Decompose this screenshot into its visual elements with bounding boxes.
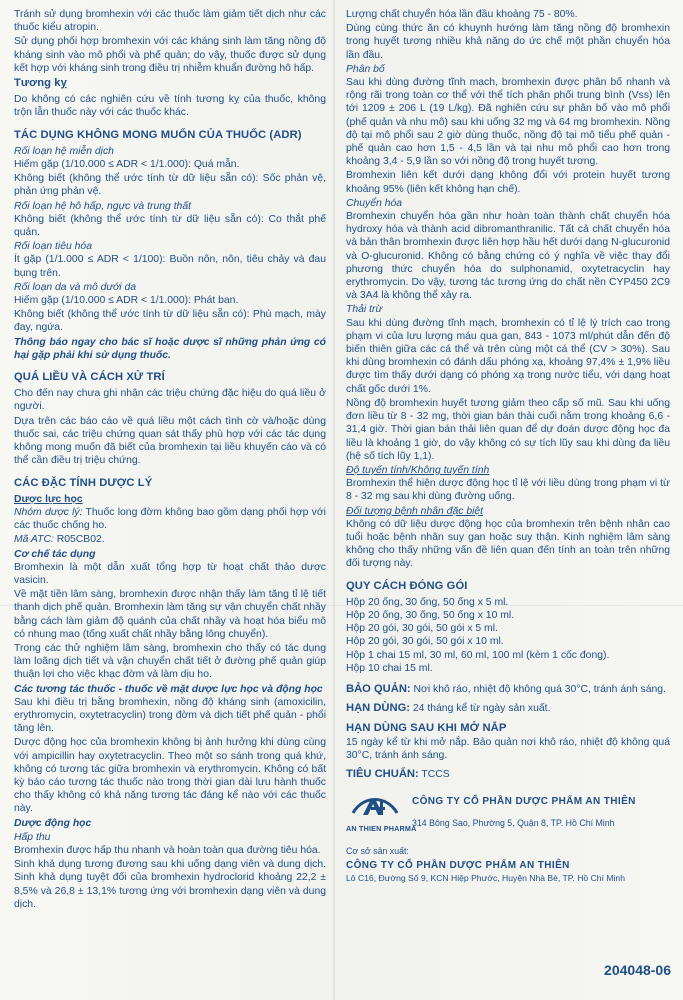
pack-item: Hộp 20 gói, 30 gói, 50 gói x 10 ml.: [346, 636, 504, 648]
metab-1: Bromhexin chuyển hóa gần như hoàn toàn thành chất chuyển hóa hydroxy hóa và thành acid dibromanthranilic. Tất cả chất chuyển hóa và bản thân bromhexin được liên hợp hầu hết dưới dạng N-glucuronid và O-glucuronid. Không có bằng chứng có ý nghĩa về việc thay đổi phương thức chuyển hóa do sulphonamid, oxytetracyclin hay erythromycin. Do vậy, tương tác tương ứng do chất nền CYP450 2C9 và 3A4 là không thể xảy ra.: [346, 211, 670, 302]
pd-group-text: Thuốc long đờm không bao gồm dạng phối hợp với các thuốc chống ho.: [14, 506, 326, 532]
left-column: [14, 8, 326, 912]
pack-list: [346, 596, 670, 675]
mech-2: Về mặt tiền lâm sàng, bromhexin được nhận thấy làm tăng tỉ lệ tiết thanh dịch phế quản. Bromhexin làm tăng sự vận chuyển chất nhầy bằng cách làm giảm độ quánh của chất nhầy và hoạt hóa biểu mô có nhung mao (tống xuất chất nhầy bằng lông chuyển).: [14, 589, 326, 640]
mech-1: Bromhexin là một dẫn xuất tổng hợp từ hoạt chất thảo dược vasicin.: [14, 561, 326, 586]
pack-item: Hộp 20 ống, 30 ống, 50 ống x 5 ml.: [346, 596, 509, 608]
pack-item: Hộp 20 ống, 30 ống, 50 ống x 10 ml.: [346, 609, 515, 621]
standard: [346, 768, 670, 781]
dist-1: Sau khi dùng đường tĩnh mạch, bromhexin được phân bố nhanh và rộng rãi trong toàn cơ thể với thể tích phân phối trung bình (Vss) lên tới 1209 ± 206 L (19 L/kg). Đã nghiên cứu sự phân bố vào mô phổi (phế quản và nhu mô) sau khi uống 32 mg và 64 mg bromhexin. Nồng độ tại mô phổi sau 2 giờ dùng thuốc, nồng độ tại mô tiểu phế quản - phế quản cao hơn 1,5 - 4,5 lần và tại nhu mô phổi cao hơn trong khoảng 3,4 - 5,9 lần so với nồng độ trong huyết tương.: [346, 77, 670, 168]
metab-title: Chuyển hóa: [346, 197, 403, 209]
absorb-cont: Lượng chất chuyển hóa lần đầu khoảng 75 - 80%.: [346, 9, 578, 20]
special-1: Không có dữ liệu dược động học của bromhexin trên bệnh nhân cao tuổi hoặc bệnh nhân suy gan hoặc suy thận. Kinh nghiệm lâm sàng không cho thấy những vấn đề liên quan đến tính an toàn trên những đối tượng này.: [346, 518, 670, 570]
mfg-address: Lô C16, Đường Số 9, KCN Hiệp Phước, Huyện Nhà Bè, TP. Hồ Chí Minh: [346, 872, 625, 883]
company-logo: [346, 791, 417, 835]
expiry: [346, 702, 670, 715]
pack-item: Hộp 20 gói, 30 gói, 50 gói x 5 ml.: [346, 623, 498, 635]
standard-text: TCCS: [418, 768, 450, 780]
an-thien-logo-icon: [349, 791, 401, 821]
absorb-1: Bromhexin được hấp thu nhanh và hoàn toàn qua đường tiêu hóa.: [14, 844, 321, 856]
after-open-title: HẠN DÙNG SAU KHI MỞ NẮP: [346, 722, 507, 735]
interact-2: Dược động học của bromhexin không bị ảnh hưởng khi dùng cùng với ampicillin hay oxytetracyclin. Theo một so sánh trong quá khứ, không có tương tác giữa bromhexin và erythromycin. Không có bất kỳ báo cáo tương tác thuốc nào trong thời gian dài lưu hành thuốc cho thấy không có khả năng tương tác đáng kể nào với các thuốc này.: [14, 737, 326, 815]
right-column: [346, 8, 670, 885]
adr-immune-2: Không biết (không thể ước tính từ dữ liệu sẵn có): Sốc phản vệ, phản ứng phản vệ.: [14, 173, 326, 198]
expiry-title: HẠN DÙNG:: [346, 702, 411, 715]
company-address: 314 Bông Sao, Phường 5, Quận 8, TP. Hồ Chí Minh: [412, 818, 615, 829]
adr-gi-1: Ít gặp (1/1.000 ≤ ADR < 1/100): Buồn nôn, nôn, tiêu chảy và đau bụng trên.: [14, 254, 326, 279]
pd-title: Dược lực học: [14, 493, 83, 505]
linear-1: Bromhexin thể hiện dược động học tỉ lệ với liều dùng trong phạm vi từ 8 - 32 mg sau khi dùng đường uống.: [346, 478, 670, 503]
adr-skin-title: Rối loạn da và mô dưới da: [14, 281, 137, 293]
pack-item: Hộp 10 chai 15 ml.: [346, 662, 433, 674]
fold-crease-vertical: [333, 0, 335, 1000]
absorb-title: Hấp thu: [14, 831, 51, 843]
document-code: 204048-06: [604, 962, 671, 978]
storage-text: Nơi khô ráo, nhiệt độ không quá 30°C, tránh ánh sáng.: [410, 683, 666, 695]
elim-1: Sau khi dùng đường tĩnh mạch, bromhexin có tỉ lệ lý trích cao trong phạm vi của lưu lượng máu qua gan, 843 - 1073 ml/phút dẫn đến độ biến thiên giữa các cá thể và trên cùng một cá thể (CV > 30%). Sau khi dùng bromhexin có đánh dấu phóng xạ, khoảng 97,4% ± 1,9% liều được tìm thấy dưới dạng có phóng xạ trong nước tiểu, với dạng hoạt chất gốc dưới 1%.: [346, 317, 670, 395]
atc-text: R05CB02.: [53, 534, 105, 546]
adr-resp-1: Không biết (không thể ước tính từ dữ liệu sẵn có): Co thắt phế quản.: [14, 213, 326, 239]
tuong-ky-text: Do không có các nghiên cứu về tính tương kỵ của thuốc, không trộn lẫn thuốc này với các thuốc khác.: [14, 94, 326, 119]
mfg-name: CÔNG TY CỔ PHẦN DƯỢC PHẨM AN THIÊN: [346, 859, 570, 871]
pharm-title: CÁC ĐẶC TÍNH DƯỢC LÝ: [14, 476, 153, 489]
adr-notice: Thông báo ngay cho bác sĩ hoặc dược sĩ những phản ứng có hại gặp phải khi sử dụng thuốc.: [14, 336, 326, 361]
standard-title: TIÊU CHUẨN:: [346, 767, 419, 780]
storage: [346, 683, 670, 696]
company-block: [346, 791, 670, 835]
pd-group-label: Nhóm dược lý:: [14, 506, 83, 518]
adr-resp-title: Rối loạn hệ hô hấp, ngực và trung thất: [14, 200, 191, 212]
adr-skin-1: Hiếm gặp (1/10.000 ≤ ADR < 1/1.000): Phát ban.: [14, 295, 239, 307]
pack-title: QUY CÁCH ĐÓNG GÓI: [346, 579, 468, 592]
pd-group: [14, 506, 326, 532]
elim-2: Nồng độ bromhexin huyết tương giảm theo cấp số mũ. Sau khi uống đơn liều từ 8 - 32 mg, thời gian bán thải cuối nằm trong khoảng 6,6 - 31,4 giờ. Thời gian bán thải liên quan để dự đoán dược động học đa liều là khoảng 1 giờ, do vậy không có sự tích lũy sau khi dùng đa liều (hệ số tích lũy 1,1).: [346, 397, 670, 462]
interact-1: Sau khi điều trị bằng bromhexin, nồng độ kháng sinh (amoxicilin, erythromycin, oxytetracyclin) trong đờm và dịch tiết phế quản - phổi tăng lên.: [14, 696, 326, 735]
mfg-label: Cơ sở sản xuất:: [346, 846, 409, 857]
company-name: CÔNG TY CỔ PHẦN DƯỢC PHẨM AN THIÊN: [412, 796, 636, 808]
after-open-text: 15 ngày kể từ khi mở nắp. Bảo quản nơi khô ráo, nhiệt độ không quá 30°C, tránh ánh sáng.: [346, 736, 670, 761]
antibiotic-paragraph: Sử dụng phối hợp bromhexin với các kháng sinh làm tăng nồng độ kháng sinh vào mô phổi và phế quản; do vậy, thuốc được sử dụng kết hợp với kháng sinh trong điều trị nhiễm khuẩn đường hô hấp.: [14, 36, 326, 74]
adr-skin-2: Không biết (không thể ước tính từ dữ liệu sẵn có): Phù mạch, mày đay, ngứa.: [14, 309, 326, 334]
pk-title: Dược động học: [14, 817, 92, 829]
adr-gi-title: Rối loạn tiêu hóa: [14, 241, 92, 253]
overdose-title: QUÁ LIỀU VÀ CÁCH XỬ TRÍ: [14, 371, 165, 384]
adr-immune-title: Rối loạn hệ miễn dịch: [14, 145, 114, 157]
interact-title: Các tương tác thuốc - thuốc về mặt dược lực học và động học: [14, 683, 323, 695]
absorb-2: Sinh khả dụng tương đương sau khi uống dạng viên và dung dịch. Sinh khả dụng tuyệt đối của bromhexin hydroclorid khoảng 22,2 ± 8,5% và 26,8 ± 13,1% tương ứng với bromhexin dạng viên và dung dịch.: [14, 859, 326, 910]
mech-3: Trong các thử nghiệm lâm sàng, bromhexin cho thấy có tác dụng làm loãng dịch tiết và vận chuyển chất tiết ở đường phế quản giúp thuận lợi cho việc khạc đờm và làm dịu ho.: [14, 642, 326, 681]
linear-title: Độ tuyến tính/Không tuyến tính: [346, 464, 490, 476]
overdose-1: Cho đến nay chưa ghi nhận các triệu chứng đặc hiệu do quá liều ở người.: [14, 388, 326, 413]
dist-title: Phân bố: [346, 63, 385, 75]
adr-title: TÁC DỤNG KHÔNG MONG MUỐN CỦA THUỐC (ADR): [14, 128, 302, 141]
storage-title: BẢO QUẢN:: [346, 682, 411, 695]
atc-label: Mã ATC:: [14, 534, 54, 546]
mech-title: Cơ chế tác dụng: [14, 548, 96, 560]
bromhexin-intro: Tránh sử dụng bromhexin với các thuốc làm giảm tiết dịch như các thuốc kiểu atropin.: [14, 9, 326, 34]
logo-caption: AN THIEN PHARMA: [346, 824, 417, 834]
overdose-2: Dựa trên các báo cáo về quá liều một cách tình cờ và/hoặc dùng thuốc sai, các triệu chứng quan sát thấy phù hợp với các tác dụng không mong muốn đã biết của bromhexin tại liều khuyến cáo và có thể cần điều trị triệu chứng.: [14, 415, 326, 467]
tuong-ky-title: Tương kỵ: [14, 77, 67, 90]
pack-item: Hộp 1 chai 15 ml, 30 ml, 60 ml, 100 ml (kèm 1 cốc đong).: [346, 649, 610, 661]
adr-immune-1: Hiếm gặp (1/10.000 ≤ ADR < 1/1.000): Quá mẫn.: [14, 159, 240, 171]
atc-code: [14, 533, 326, 546]
absorb-cont-2: Dùng cùng thức ăn có khuynh hướng làm tăng nồng độ bromhexin trong huyết tương nhiều khả năng do ức chế một phần chuyển hóa lần đầu.: [346, 23, 670, 61]
elim-title: Thải trừ: [346, 304, 383, 316]
special-title: Đối tượng bệnh nhân đặc biệt: [346, 505, 484, 517]
expiry-text: 24 tháng kể từ ngày sản xuất.: [410, 703, 551, 715]
dist-2: Bromhexin liên kết dưới dạng không đổi với protein huyết tương khoảng 95% (liên kết không hạn chế).: [346, 170, 670, 195]
